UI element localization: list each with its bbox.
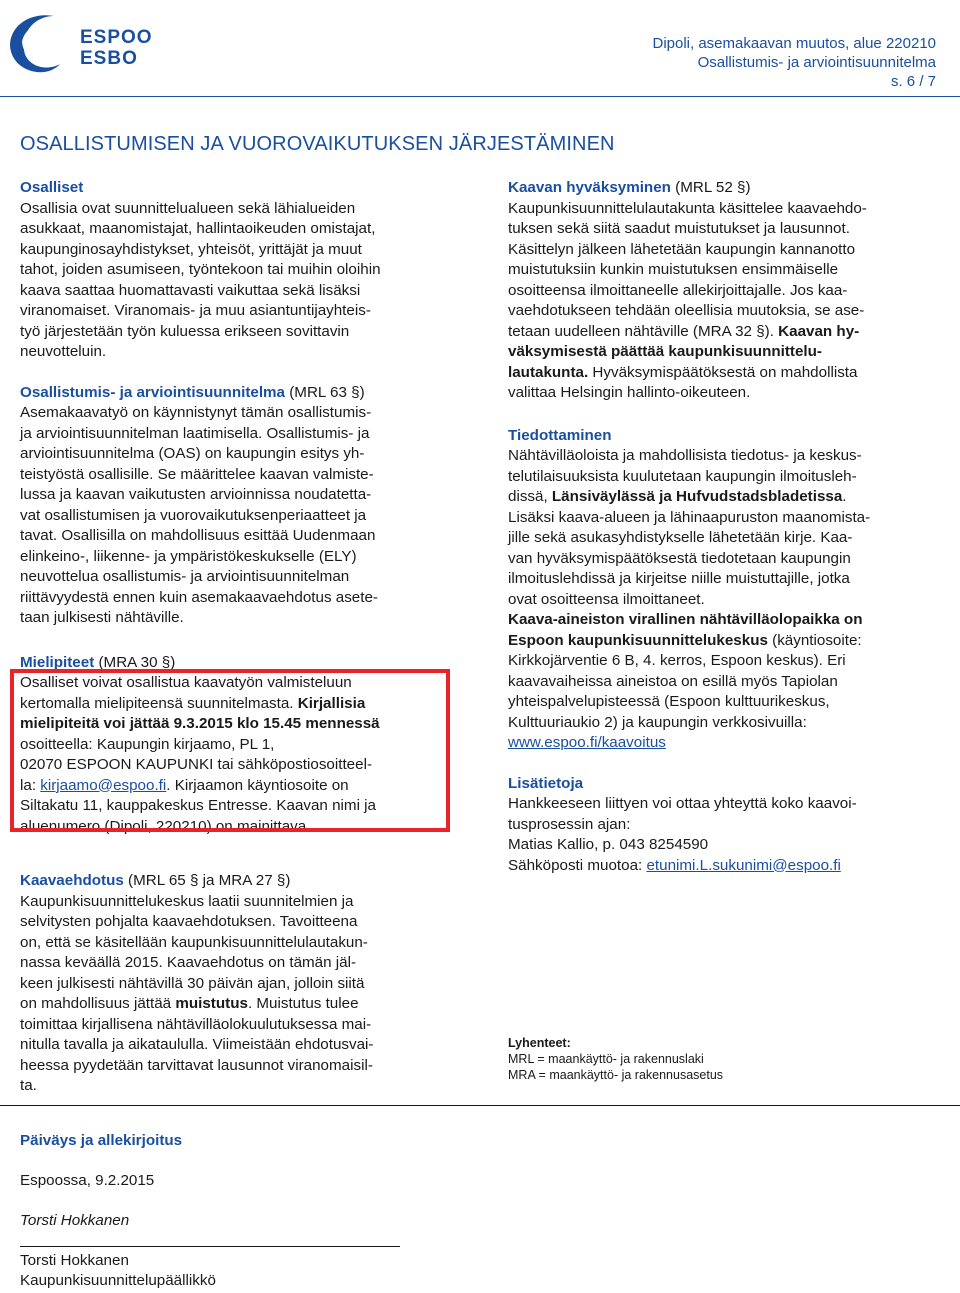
text-line: tahot, joiden asumiseen, työntekoon tai muihin oloihin <box>20 261 381 278</box>
text-line: selvitysten pohjalta kaavaehdotuksen. Tavoitteena <box>20 913 358 930</box>
text-fragment: . Kirjaamon käyntiosoite on <box>166 776 349 794</box>
text-line: Kaupunkisuunnittelulautakunta käsittelee kaavaehdo- <box>508 199 867 217</box>
text-line: on, että se käsitellään kaupunkisuunnittelulautakun- <box>20 933 368 951</box>
legal-reference: (MRL 63 §) <box>285 383 365 401</box>
text-fragment: . <box>842 488 847 505</box>
text-line: Lisäksi kaava-alueen ja lähinaapuruston maanomista- <box>508 508 871 526</box>
text-fragment: . Muistutus tulee <box>247 995 359 1012</box>
section-heading-lisatietoja: Lisätietoja <box>508 774 584 792</box>
text-line: nitulla tavalla ja aikataululla. Viimeistään ehdotusvai- <box>20 1036 374 1053</box>
legal-reference: (MRL 65 § ja MRA 27 §) <box>123 872 291 889</box>
text-fragment: Hyväksymispäätöksestä on mahdollista <box>588 363 858 381</box>
text-line: Kulttuuriaukio 2) ja kaupungin verkkosivuilla: <box>508 713 807 731</box>
signature-heading: Päiväys ja allekirjoitus <box>20 1132 183 1149</box>
text-line: aluenumero (Dipoli, 220210) on mainittava. <box>20 817 311 835</box>
text-line: tuksen sekä siitä saadut muistutukset ja lausunnot. <box>508 220 850 237</box>
text-line: arviointisuunnitelma (OAS) on kaupungin esitys yh- <box>20 445 365 462</box>
decision-text: väksymisestä päättää kaupunkisuunnittelu- <box>508 343 822 360</box>
text-line: lussa ja kaavan vaikutusten arvioinnissa noudatetta- <box>20 486 372 503</box>
legal-reference: (MRL 52 §) <box>670 179 751 196</box>
text-line: keen julkisesti nähtävillä 30 päivän ajan, jolloin siitä <box>20 974 365 992</box>
section-hyvaksyminen <box>508 178 938 404</box>
place-date: Espoossa, 9.2.2015 <box>20 1172 155 1189</box>
text-line: vaehdotukseen tehdään oleellisia muutoksia, se ase- <box>508 302 865 319</box>
section-heading-oas: Osallistumis- ja arviointisuunnitelma <box>20 383 286 401</box>
document-subtitle: Osallistumis- ja arviointisuunnitelma <box>697 54 936 71</box>
text-line: Asemakaavatyö on käynnistynyt tämän osallistumis- <box>20 404 372 421</box>
muistutus-term: muistutus <box>175 995 248 1012</box>
section-kaavaehdotus <box>20 871 460 1097</box>
text-line: telutilaisuuksista kuulutetaan kaupungin ilmoitusleh- <box>508 467 857 485</box>
text-line: Hankkeeseen liittyen voi ottaa yhteyttä koko kaavoi- <box>508 795 857 812</box>
text-line: 02070 ESPOON KAUPUNKI tai sähköpostiosoitteel- <box>20 756 373 773</box>
text-line: valittaa Helsingin hallinto-oikeuteen. <box>508 384 751 401</box>
text-line: jille sekä asukasyhdistykselle lähetetään kirje. Kaa- <box>508 529 853 546</box>
section-heading-mielipiteet: Mielipiteet <box>20 653 95 671</box>
text-line: vat osallistumisen ja vuorovaikutuksenperiaatteet ja <box>20 506 367 524</box>
abbreviation-mra: MRA = maankäyttö- ja rakennusasetus <box>508 1068 724 1082</box>
right-column <box>508 178 938 876</box>
text-line: neuvottelua osallistumis- ja arviointisuunnitelman <box>20 568 350 585</box>
text-line: asukkaat, maanomistajat, hallintaoikeuden omistajat, <box>20 220 376 237</box>
text-line: Käsittelyn jälkeen lähetetään kaupungin kannanotto <box>508 240 856 258</box>
signature-line <box>20 1246 400 1247</box>
text-line: yhteispalvelupisteessä (Espoon kulttuurikeskus, <box>508 693 830 710</box>
text-fragment: tetaan uudelleen nähtäville (MRA 32 §). <box>508 322 779 340</box>
left-column <box>20 178 460 1097</box>
text-line: teistyöstä osallisille. Se määrittelee kaavan valmiste- <box>20 465 374 483</box>
text-line: elinkeino-, liikenne- ja ympäristökeskukselle (ELY) <box>20 547 357 565</box>
text-line: nassa keväällä 2015. Kaavaehdotus on tämän jäl- <box>20 954 357 971</box>
legal-reference: (MRA 30 §) <box>94 653 176 671</box>
kaavoitus-link[interactable]: www.espoo.fi/kaavoitus <box>508 734 666 751</box>
text-fragment: on mahdollisuus jättää <box>20 995 176 1012</box>
deadline-text: mielipiteitä voi jättää 9.3.2015 klo 15.45 mennessä <box>20 715 380 732</box>
section-osalliset <box>20 178 460 363</box>
abbreviations <box>508 1035 723 1083</box>
signer-name: Torsti Hokkanen <box>20 1252 129 1269</box>
page-number: s. 6 / 7 <box>890 73 936 90</box>
text-line: tusprosessin ajan: <box>508 815 631 833</box>
text-line: osoitteella: Kaupungin kirjaamo, PL 1, <box>20 735 275 753</box>
text-fragment: dissä, <box>508 488 552 505</box>
main-heading: OSALLISTUMISEN JA VUOROVAIKUTUKSEN JÄRJESTÄMINEN <box>20 133 615 155</box>
section-heading-osalliset: Osalliset <box>20 179 84 196</box>
venue-text: Kaava-aineiston virallinen nähtävilläolopaikka on <box>508 611 863 628</box>
text-line: osoitteensa ilmoittaneelle allekirjoittajalle. Jos kaa- <box>508 281 848 299</box>
text-line: ovat osoitteensa ilmoittaneet. <box>508 590 705 608</box>
text-fragment: (käyntiosoite: <box>767 631 862 649</box>
section-heading-tiedottaminen: Tiedottaminen <box>508 426 612 444</box>
text-line: kaavavaiheissa aineistoa on esillä myös Tapiolan <box>508 672 838 690</box>
text-line: työ järjestetään työn kuluessa erikseen sovittavin <box>20 322 350 340</box>
text-line: Kirkkojärventie 6 B, 4. kerros, Espoon keskus). Eri <box>508 652 846 669</box>
text-line: muistutuksiin kunkin muistutuksen ensimmäiselle <box>508 261 839 278</box>
text-line: kaupunginosayhdistykset, yhteisöt, yrittäjät ja muut <box>20 240 362 258</box>
text-line: ja arviointisuunnitelman laatimisella. Osallistumis- ja <box>20 424 370 442</box>
decision-text: lautakunta. <box>508 363 589 381</box>
text-line: van hyväksymispäätöksestä tiedotetaan kaupungin <box>508 549 851 567</box>
text-line: ilmoituslehdissä ja kirjeitse niille muistuttajille, jotka <box>508 570 850 587</box>
kirjaamo-email-link[interactable]: kirjaamo@espoo.fi <box>40 776 167 794</box>
text-line: ta. <box>20 1077 37 1094</box>
text-line: kaava saattaa huomattavasti vaikuttaa sekä lisäksi <box>20 281 361 299</box>
section-heading-hyvaksyminen: Kaavan hyväksyminen <box>508 179 671 196</box>
text-fragment: kertomalla mielipiteensä suunnitelmasta. <box>20 694 298 712</box>
newspapers: Länsiväylässä ja Hufvudstadsbladetissa <box>551 488 843 505</box>
espoo-logo <box>2 6 152 76</box>
text-line: Siltakatu 11, kauppakeskus Entresse. Kaavan nimi ja <box>20 797 376 814</box>
signer-title: Kaupunkisuunnittelupäällikkö <box>20 1272 216 1289</box>
text-line: taan julkisesti nähtäville. <box>20 609 184 626</box>
espoo-emblem-icon <box>2 6 72 76</box>
text-fragment: Sähköposti muotoa: <box>508 856 647 874</box>
handwritten-signature: Torsti Hokkanen <box>20 1212 130 1229</box>
text-line: toimittaa kirjallisena nähtävilläolokuulutuksessa mai- <box>20 1015 372 1033</box>
text-fragment: la: <box>20 776 41 794</box>
decision-text: Kaavan hy- <box>778 322 860 340</box>
signature-block <box>20 1131 216 1291</box>
contact-email-link[interactable]: etunimi.L.sukunimi@espoo.fi <box>646 856 841 874</box>
text-line: riittävyydestä ennen kuin asemakaavaehdotus asete- <box>20 588 378 606</box>
logo-text-espoo: ESPOO <box>80 27 153 48</box>
abbreviations-heading: Lyhenteet: <box>508 1036 571 1050</box>
text-line: Osallisia ovat suunnittelualueen sekä lähialueiden <box>20 199 356 217</box>
document-title: Dipoli, asemakaavan muutos, alue 220210 <box>652 35 936 52</box>
contact-phone: Matias Kallio, p. 043 8254590 <box>508 836 709 853</box>
text-line: tavat. Osallisilla on mahdollisuus esittää Uudenmaan <box>20 527 376 544</box>
deadline-text: Kirjallisia <box>297 694 366 712</box>
footer-divider <box>0 1105 960 1106</box>
text-line: Osalliset voivat osallistua kaavatyön valmisteluun <box>20 674 352 691</box>
section-tiedottaminen <box>508 426 938 754</box>
section-oas <box>20 383 460 629</box>
text-line: heessa pyydetään tarvittavat lausunnot viranomaisil- <box>20 1056 373 1074</box>
venue-name: Espoon kaupunkisuunnittelukeskus <box>508 631 768 649</box>
abbreviation-mrl: MRL = maankäyttö- ja rakennuslaki <box>508 1052 704 1066</box>
header-divider <box>0 96 960 97</box>
text-line: Nähtävilläoloista ja mahdollisista tiedotus- ja keskus- <box>508 447 862 464</box>
highlight-box <box>10 669 450 832</box>
logo-text-esbo: ESBO <box>80 48 138 69</box>
section-lisatietoja <box>508 774 938 877</box>
section-heading-kaavaehdotus: Kaavaehdotus <box>20 872 124 889</box>
text-line: viranomaiset. Viranomais- ja muu asiantuntijayhteis- <box>20 302 371 319</box>
text-line: Kaupunkisuunnittelukeskus laatii suunnitelmien ja <box>20 892 354 910</box>
text-line: neuvotteluin. <box>20 343 107 360</box>
